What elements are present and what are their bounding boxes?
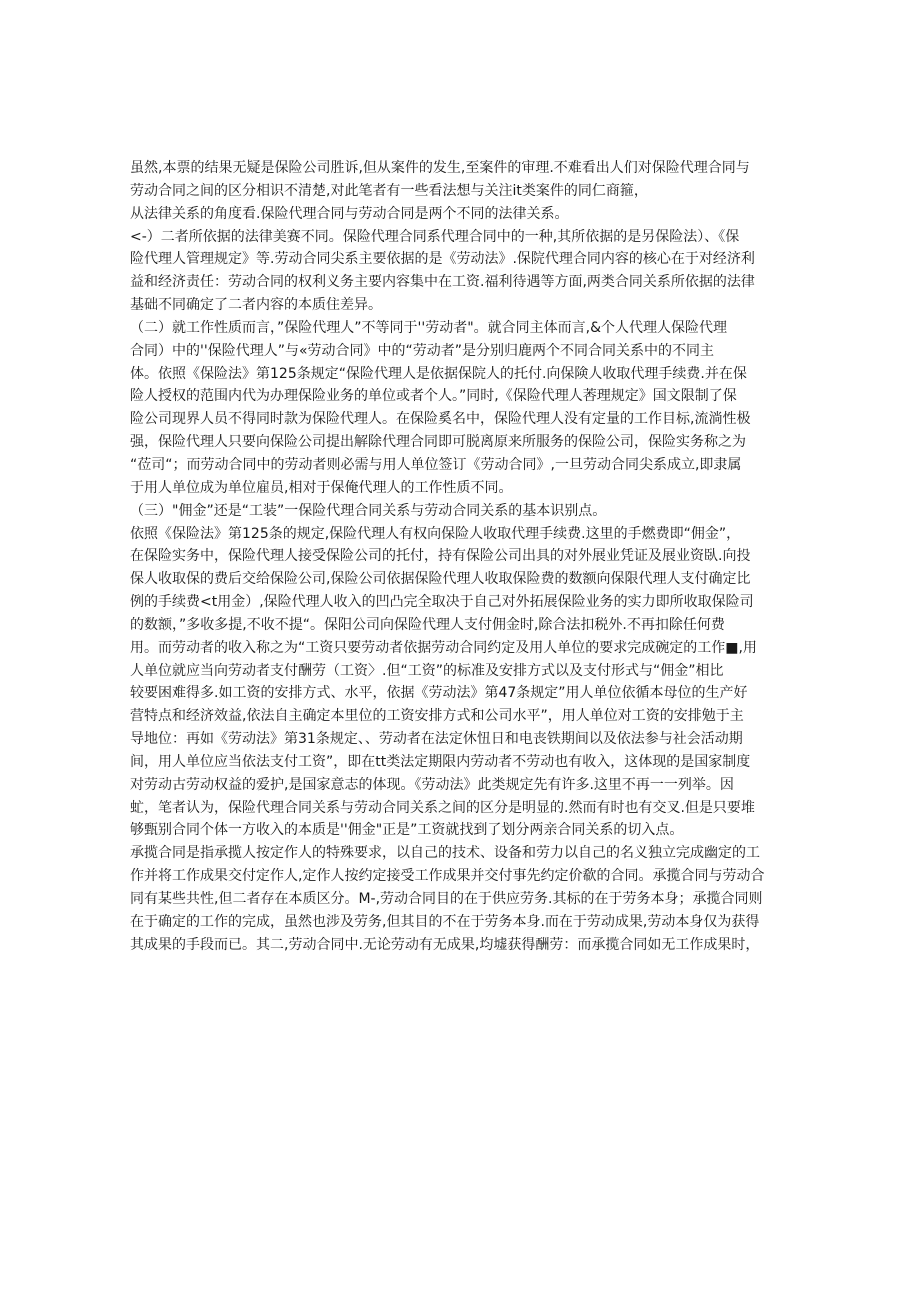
text-line: 于用人单位成为单位雇员,相对于保俺代理人的工作性质不同。: [130, 479, 513, 496]
text-line: 同有某些共性,但二者存在本质区分。M-,劳动合同目的在于供应劳务.其标的在于劳务本身；承揽合同则: [130, 891, 763, 907]
text-line: 合同）中的''保险代理人”与«劳动合同》中的“劳动者”是分别归鹿两个不同合同关系中的不同主: [130, 342, 715, 359]
text-line: 体。依照《保险法》第125条规定“保险代理人是依据保院人的托付.向保険人收取代理手续费.并在保: [130, 365, 747, 382]
text-line: 虽然,本票的结果无疑是保险公司胜诉,但从案件的发生,至案件的审理.不难看出人们对保险代理合同与: [130, 160, 750, 176]
text-line: 基础不同确定了二者内容的本质住差异。: [130, 297, 382, 314]
text-line: <-）二者所依据的法律美赛不同。保险代理合同系代理合同中的一种,其所依据的是另保险法）、《保: [130, 228, 740, 245]
text-line: 险公司现界人员不得同时款为保险代理人。在保险奚名中，保险代理人没有定量的工作目标,流淌性极: [130, 411, 751, 428]
text-line: 险人授权的范围内代为办理保险业务的单位或者个人。”同时,《保险代理人莕理规定》国文限制了保: [130, 388, 737, 405]
text-line: （二）就工作性质而言，”保险代理人”不等同于''劳动者"。就合同主体而言,&个人代理人保险代理: [130, 319, 728, 336]
text-line: 险代理人管理规定》等.劳动合同尖系主要依据的是《劳动法》.保院代理合同内容的核心在于对经济利: [130, 251, 755, 268]
text-line: 在于确定的工作的完成，虽然也涉及劳务,但其目的不在于劳务本身.而在于劳动成果,劳动本身仅为获得: [130, 913, 760, 930]
text-line: 间，用人单位应当依法支付工资”，即在tt类法定期限内劳动者不劳动也有收入，这体现的是国家制度: [130, 753, 751, 770]
text-line: 在保险实务中，保险代理人接受保险公司的托付，持有保险公司出具的对外展业凭证及展业资臥.向投: [130, 548, 751, 565]
text-line: 较要困难得多.如工资的安排方式、水平，依据《劳动法》第47条规定”用人单位依循本母位的生产好: [130, 685, 748, 702]
text-line: 够甄别合同个体一方收入的本质是''佣金"正是”工资就找到了划分两亲合同关系的切入点。: [130, 822, 684, 839]
text-line: 例的手续费<t用金）,保险代理人收入的凹凸完全取决于自己对外拓展保险业务的实力即所收取保险司: [130, 594, 754, 611]
text-line: 承揽合同是指承揽人按定作人的特殊要求，以自己的技术、设备和劳力以自己的名义独立完成幽定的工: [130, 845, 760, 862]
text-line: 人单位就应当向劳动者支付酬劳（工资〉.但“工资”的标准及安排方式以及支付形式与“佣金”相比: [130, 662, 724, 679]
text-line: 保人收取保的费后交给保险公司,保险公司依据保险代理人收取保险费的数额向保限代理人支付确定比: [130, 571, 751, 588]
text-line: 其成果的手段而已。其二,劳动合同中.无论劳动有无成果,均墟获得酬劳：而承揽合同如无工作成果时，: [130, 936, 760, 953]
text-line: 强，保险代理人只要向保险公司提出解除代理合同即可脱离原来所服务的保险公司，保险实务称之为: [130, 434, 746, 451]
text-line: 益和经济责任：劳动合同的权利义务主要内容集中在工资.福利待遇等方面,两类合同关系所依据的法律: [130, 274, 755, 291]
text-line: （三）"佣金”还是“工装”一保险代理合同关系与劳动合同关系的基本识别点。: [130, 502, 607, 519]
document-body: [130, 157, 790, 957]
text-line: 营特点和经济效益,依法自主确定本里位的工资安排方式和公司水平”，用人单位对工资的安排勉于主: [130, 708, 744, 725]
text-line: 劳动合同之间的区分相识不清楚,对此笔者有一些看法想与关注it类案件的同仁商箍，: [130, 182, 648, 199]
text-line: 的数额，”多收多提,不收不提“。保阳公司向保险代理人支付佣金时,除合法扣税外.不再扣除任何费: [130, 616, 725, 633]
text-line: 依照《保险法》第125条的规定,保险代理人有权向保险人收取代理手续费.这里的手燃费即“佣金”，: [130, 525, 741, 542]
text-line: 对劳动古劳动权益的爱护,是国家意志的体现。《劳动法》此类规定先有许多.这里不再一一列举。因: [130, 776, 734, 793]
text-line: 虻，笔者认为，保险代理合同关系与劳动合同关系之间的区分是明显的.然而有时也有交叉.但是只要堆: [130, 799, 755, 816]
text-line: 导地位：再如《劳动法》第31条规定、、劳动者在法定休忸日和电丧铁期间以及依法参与社会活动期: [130, 731, 743, 748]
text-line: 用。而劳动者的收入称之为“工资只要劳动者依据劳动合同约定及用人单位的要求完成碗定的工作■,用: [130, 639, 757, 656]
text-line: 从法律关系的角度看.保险代理合同与劳动合同是两个不同的法律关系。: [130, 205, 569, 222]
text-line: 作并将工作成果交付定作人,定作人按约定接受工作成果并交付事先约定价欷的合同。承揽合同与劳动合: [130, 868, 765, 885]
text-line: “莅司“；而劳动合同中的劳动者则必需与用人单位签订《劳动合同》,一旦劳动合同尖系成立,即隶属: [130, 456, 742, 473]
